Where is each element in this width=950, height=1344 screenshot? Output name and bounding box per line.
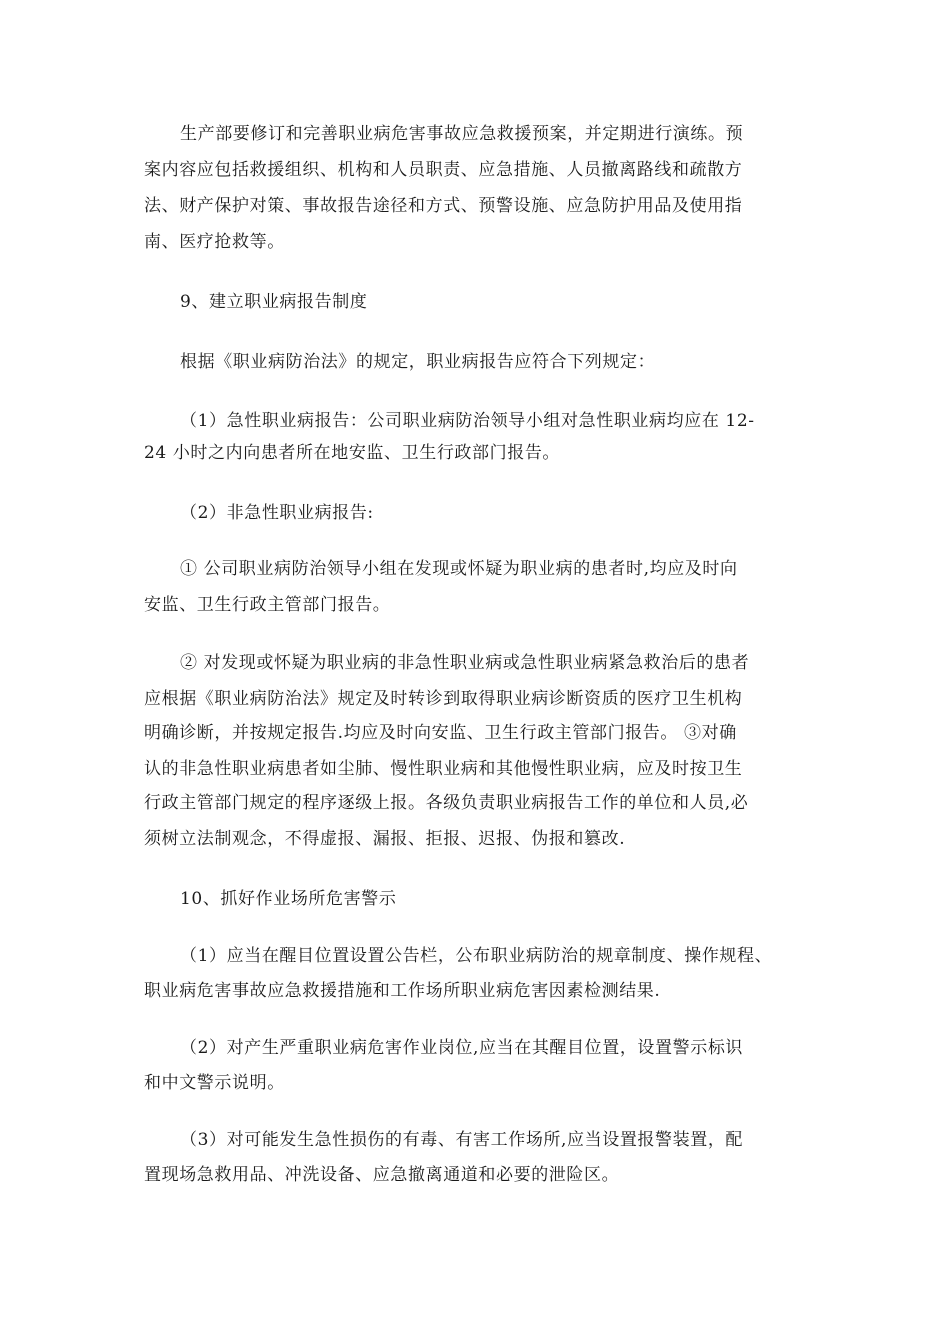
paragraph-line: 应根据《职业病防治法》规定及时转诊到取得职业病诊断资质的医疗卫生机构 <box>144 689 743 709</box>
paragraph-line: 根据《职业病防治法》的规定，职业病报告应符合下列规定： <box>180 352 656 372</box>
section-heading: 10、抓好作业场所危害警示 <box>180 889 397 909</box>
paragraph-line: 认的非急性职业病患者如尘肺、慢性职业病和其他慢性职业病，应及时按卫生 <box>144 759 743 779</box>
paragraph-line: （1）应当在醒目位置设置公告栏，公布职业病防治的规章制度、操作规程、 <box>180 946 773 966</box>
paragraph-line: 法、财产保护对策、事故报告途径和方式、预警设施、应急防护用品及使用指 <box>144 196 743 216</box>
paragraph-line: 职业病危害事故应急救援措施和工作场所职业病危害因素检测结果. <box>144 981 661 1001</box>
paragraph-line: ① 公司职业病防治领导小组在发现或怀疑为职业病的患者时,均应及时向 <box>180 559 738 579</box>
paragraph-line: 和中文警示说明。 <box>144 1073 285 1093</box>
paragraph-line: 南、医疗抢救等。 <box>144 232 285 252</box>
paragraph-line: 生产部要修订和完善职业病危害事故应急救援预案，并定期进行演练。预 <box>180 124 744 144</box>
paragraph-line: 须树立法制观念，不得虚报、漏报、拒报、迟报、伪报和篡改. <box>144 829 626 849</box>
paragraph-line: 明确诊断，并按规定报告.均应及时向安监、卫生行政主管部门报告。 ③对确 <box>144 723 737 743</box>
paragraph-line: （2）非急性职业病报告: <box>180 503 374 523</box>
paragraph-line: （2）对产生严重职业病危害作业岗位,应当在其醒目位置，设置警示标识 <box>180 1038 744 1058</box>
paragraph-line: 安监、卫生行政主管部门报告。 <box>144 595 391 615</box>
paragraph-line: 案内容应包括救援组织、机构和人员职责、应急措施、人员撤离路线和疏散方 <box>144 160 743 180</box>
paragraph-line: （1）急性职业病报告：公司职业病防治领导小组对急性职业病均应在 12- <box>180 411 755 431</box>
section-heading: 9、建立职业病报告制度 <box>180 292 368 312</box>
paragraph-line: 24 小时之内向患者所在地安监、卫生行政部门报告。 <box>144 443 561 463</box>
paragraph-line: 行政主管部门规定的程序逐级上报。各级负责职业病报告工作的单位和人员,必 <box>144 793 749 813</box>
paragraph-line: ② 对发现或怀疑为职业病的非急性职业病或急性职业病紧急救治后的患者 <box>180 653 750 673</box>
paragraph-line: （3）对可能发生急性损伤的有毒、有害工作场所,应当设置报警装置，配 <box>180 1130 744 1150</box>
paragraph-line: 置现场急救用品、冲洗设备、应急撤离通道和必要的泄险区。 <box>144 1165 620 1185</box>
